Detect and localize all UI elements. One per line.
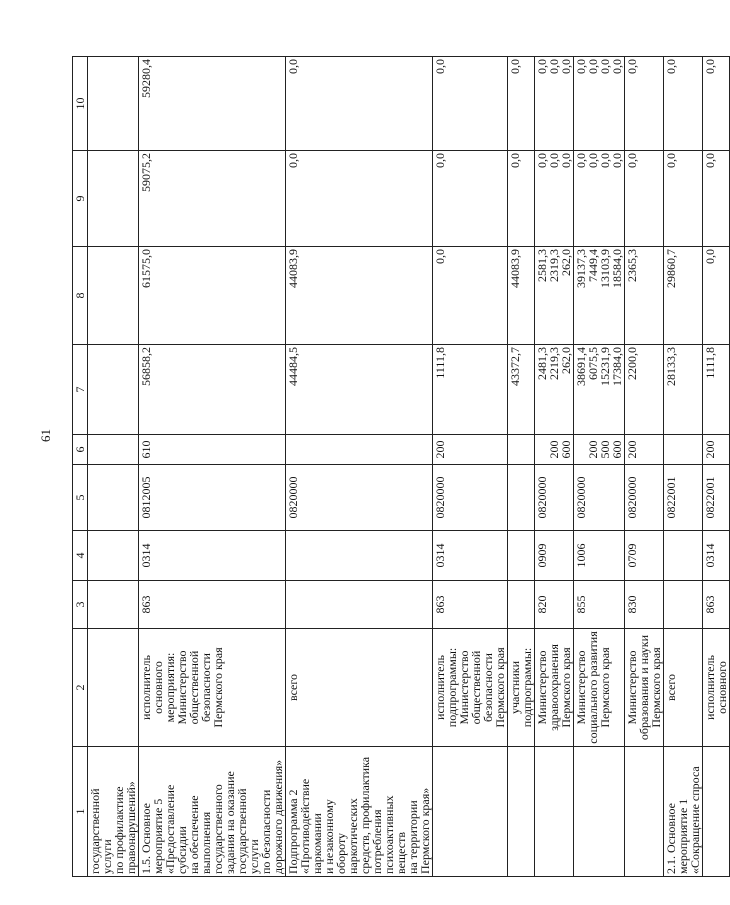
cell-line: 0,0 <box>508 59 522 74</box>
cell-col-10 <box>139 57 286 151</box>
cell-line: всего <box>664 673 678 702</box>
cell-col-8 <box>433 247 508 345</box>
cell-col-10 <box>433 57 508 151</box>
cell-col-5 <box>625 465 664 531</box>
cell-line: исполнитель <box>433 655 447 720</box>
cell-col-7 <box>88 345 139 435</box>
cell-col-4 <box>664 531 703 581</box>
cell-line: 0,0 <box>286 59 300 74</box>
cell-line: образования и науки <box>637 634 651 741</box>
cell-col-7 <box>433 345 508 435</box>
cell-line: 2200,0 <box>625 347 639 380</box>
cell-line: 6075,5 <box>586 347 600 380</box>
cell-line: 0314 <box>139 543 153 568</box>
cell-col-6 <box>574 435 625 465</box>
cell-col-1 <box>433 747 508 877</box>
cell-line: Министерство <box>625 650 639 725</box>
col-header-8: 8 <box>73 247 88 345</box>
cell-line: 44484,5 <box>286 347 300 386</box>
cell-col-10 <box>508 57 535 151</box>
cell-line: 0,0 <box>286 153 300 168</box>
cell-col-4 <box>508 531 535 581</box>
cell-line: на обеспечение <box>187 795 201 874</box>
cell-col-1 <box>139 747 286 877</box>
cell-line: общественной <box>469 650 483 725</box>
cell-line: 0820000 <box>286 476 300 519</box>
cell-line: 0,0 <box>535 153 549 168</box>
cell-line: 0,0 <box>535 59 549 74</box>
cell-col-5 <box>139 465 286 531</box>
cell-col-5 <box>286 465 433 531</box>
cell-line: 200 <box>433 440 447 459</box>
cell-col-8 <box>574 247 625 345</box>
cell-col-5 <box>664 465 703 531</box>
cell-line: Министерство <box>457 650 471 725</box>
cell-line: 200 <box>547 440 561 459</box>
cell-col-10 <box>574 57 625 151</box>
cell-line: 0,0 <box>598 153 612 168</box>
cell-line: 2319,3 <box>547 249 561 282</box>
cell-line: Пермского края <box>493 647 507 728</box>
cell-line: «Сокращение спроса <box>688 766 702 874</box>
cell-col-2 <box>88 629 139 747</box>
cell-line: 0,0 <box>559 153 573 168</box>
table-row <box>664 57 703 877</box>
cell-line: 44083,9 <box>508 249 522 288</box>
cell-col-8 <box>664 247 703 345</box>
cell-col-2 <box>286 629 433 747</box>
cell-line: на территории <box>406 800 420 874</box>
cell-col-8 <box>535 247 574 345</box>
cell-line: мероприятие 5 <box>151 798 165 874</box>
cell-line: 600 <box>610 440 624 459</box>
col-header-1: 1 <box>73 747 88 877</box>
cell-line: исполнитель <box>139 655 153 720</box>
cell-line: Пермского края <box>211 647 225 728</box>
cell-col-1 <box>574 747 625 877</box>
cell-line: 2365,3 <box>625 249 639 282</box>
cell-line: по безопасности <box>259 789 273 874</box>
cell-line: по профилактике <box>112 786 126 874</box>
cell-line: Министерство <box>175 650 189 725</box>
table-row <box>286 57 433 877</box>
cell-col-6 <box>535 435 574 465</box>
cell-line: 0,0 <box>574 59 588 74</box>
cell-col-1 <box>664 747 703 877</box>
cell-col-9 <box>535 151 574 247</box>
cell-col-6 <box>433 435 508 465</box>
cell-line: государственного <box>211 784 225 874</box>
cell-col-2 <box>664 629 703 747</box>
cell-line: «Противодействие <box>298 778 312 874</box>
header-row <box>73 57 88 877</box>
cell-col-9 <box>625 151 664 247</box>
cell-line: 0314 <box>703 543 717 568</box>
cell-line: субсидии <box>175 826 189 874</box>
col-header-6: 6 <box>73 435 88 465</box>
col-header-4: 4 <box>73 531 88 581</box>
cell-line: 15231,9 <box>598 347 612 386</box>
cell-line: 39137,3 <box>574 249 588 288</box>
cell-col-8 <box>703 247 730 345</box>
cell-line: дорожного движения» <box>271 759 285 874</box>
cell-line: 29860,7 <box>664 249 678 288</box>
cell-line: 38691,4 <box>574 347 588 386</box>
cell-col-9 <box>703 151 730 247</box>
cell-line: 0,0 <box>586 153 600 168</box>
cell-line: 820 <box>535 595 549 614</box>
cell-line: правонарушений» <box>124 781 138 874</box>
cell-col-1 <box>625 747 664 877</box>
cell-col-3 <box>574 581 625 629</box>
cell-line: 830 <box>625 595 639 614</box>
cell-col-2 <box>625 629 664 747</box>
cell-col-7 <box>625 345 664 435</box>
cell-col-6 <box>88 435 139 465</box>
col-header-5: 5 <box>73 465 88 531</box>
cell-line: Пермского края <box>598 647 612 728</box>
cell-line: 0,0 <box>703 153 717 168</box>
cell-col-3 <box>139 581 286 629</box>
cell-line: наркотических <box>346 798 360 874</box>
cell-col-9 <box>139 151 286 247</box>
cell-col-8 <box>508 247 535 345</box>
cell-line: 0,0 <box>547 153 561 168</box>
cell-col-4 <box>574 531 625 581</box>
col-header-2: 2 <box>73 629 88 747</box>
cell-line: Пермского края <box>649 647 663 728</box>
cell-line: наркомании <box>310 813 324 874</box>
cell-line: Пермского края <box>559 647 573 728</box>
cell-col-3 <box>286 581 433 629</box>
cell-line: 0,0 <box>610 153 624 168</box>
col-header-9: 9 <box>73 151 88 247</box>
cell-line: 1111,8 <box>433 347 447 379</box>
cell-col-10 <box>625 57 664 151</box>
cell-line: 56858,2 <box>139 347 153 386</box>
cell-line: подпрограммы: <box>520 647 534 728</box>
cell-line: 0820000 <box>535 476 549 519</box>
cell-line: Министерство <box>574 650 588 725</box>
cell-line: 0,0 <box>559 59 573 74</box>
cell-line: 863 <box>433 595 447 614</box>
cell-col-5 <box>535 465 574 531</box>
table-body <box>88 57 730 877</box>
cell-line: 0,0 <box>547 59 561 74</box>
cell-line: 200 <box>703 440 717 459</box>
cell-line: Министерство <box>535 650 549 725</box>
cell-line: 0,0 <box>598 59 612 74</box>
cell-line: психоактивных <box>382 795 396 874</box>
cell-col-10 <box>286 57 433 151</box>
cell-col-3 <box>508 581 535 629</box>
cell-line: 200 <box>586 440 600 459</box>
cell-line: 59075,2 <box>139 153 153 192</box>
cell-line: здравоохранения <box>547 644 561 731</box>
table-row <box>703 57 730 877</box>
cell-col-10 <box>535 57 574 151</box>
cell-line: участники <box>508 660 522 715</box>
table-row <box>535 57 574 877</box>
cell-line: выполнения <box>199 811 213 874</box>
cell-line: исполнитель <box>703 655 717 720</box>
cell-col-10 <box>664 57 703 151</box>
cell-line: веществ <box>394 831 408 874</box>
cell-col-3 <box>433 581 508 629</box>
cell-line: общественной <box>187 650 201 725</box>
cell-col-4 <box>433 531 508 581</box>
cell-line: 500 <box>598 440 612 459</box>
cell-col-10 <box>88 57 139 151</box>
cell-line: 59280,4 <box>139 59 153 98</box>
cell-col-1 <box>508 747 535 877</box>
table-row <box>625 57 664 877</box>
table-row <box>508 57 535 877</box>
cell-line: 0909 <box>535 543 549 568</box>
cell-col-6 <box>664 435 703 465</box>
cell-line: 0,0 <box>664 59 678 74</box>
cell-line: 0812005 <box>139 476 153 519</box>
cell-col-9 <box>286 151 433 247</box>
cell-line: 1006 <box>574 543 588 568</box>
cell-line: Пермского края» <box>418 787 432 874</box>
cell-col-3 <box>625 581 664 629</box>
cell-line: безопасности <box>481 653 495 722</box>
cell-line: услуги <box>247 839 261 874</box>
table-row <box>139 57 286 877</box>
cell-line: 1111,8 <box>703 347 717 379</box>
cell-line: 0709 <box>625 543 639 568</box>
table-row <box>574 57 625 877</box>
cell-col-5 <box>703 465 730 531</box>
cell-col-4 <box>286 531 433 581</box>
cell-line: 0822001 <box>664 476 678 519</box>
cell-line: мероприятия: <box>163 652 177 723</box>
cell-line: «Предоставление <box>163 784 177 874</box>
cell-line: 0,0 <box>586 59 600 74</box>
cell-col-7 <box>703 345 730 435</box>
cell-line: основного <box>151 661 165 714</box>
cell-line: 2581,3 <box>535 249 549 282</box>
cell-col-5 <box>574 465 625 531</box>
cell-col-4 <box>703 531 730 581</box>
cell-line: 610 <box>139 440 153 459</box>
cell-col-9 <box>88 151 139 247</box>
cell-line: 28133,3 <box>664 347 678 386</box>
cell-line: мероприятие 1 <box>676 798 690 874</box>
cell-col-2 <box>139 629 286 747</box>
cell-col-7 <box>535 345 574 435</box>
cell-line: Подпрограмма 2 <box>286 789 300 874</box>
cell-col-2 <box>535 629 574 747</box>
cell-line: 2.1. Основное <box>664 803 678 874</box>
cell-line: государственной <box>235 788 249 874</box>
cell-col-7 <box>664 345 703 435</box>
cell-col-2 <box>508 629 535 747</box>
cell-col-3 <box>664 581 703 629</box>
cell-line: услуги <box>100 839 114 874</box>
col-header-10: 10 <box>73 57 88 151</box>
cell-line: 2481,3 <box>535 347 549 380</box>
cell-line: 0,0 <box>574 153 588 168</box>
rotated-table-container <box>72 57 729 877</box>
cell-line: 43372,7 <box>508 347 522 386</box>
cell-col-2 <box>574 629 625 747</box>
cell-line: обороту <box>334 832 348 874</box>
cell-col-7 <box>139 345 286 435</box>
cell-col-6 <box>508 435 535 465</box>
cell-line: 0,0 <box>703 59 717 74</box>
cell-line: 863 <box>703 595 717 614</box>
cell-col-4 <box>625 531 664 581</box>
cell-line: 13103,9 <box>598 249 612 288</box>
budget-table <box>72 56 730 877</box>
cell-line: 0,0 <box>433 153 447 168</box>
cell-line: 855 <box>574 595 588 614</box>
col-header-7: 7 <box>73 345 88 435</box>
cell-line: потребления <box>370 809 384 874</box>
cell-col-4 <box>88 531 139 581</box>
cell-col-2 <box>703 629 730 747</box>
cell-col-3 <box>703 581 730 629</box>
cell-col-8 <box>625 247 664 345</box>
cell-col-9 <box>664 151 703 247</box>
table-row <box>88 57 139 877</box>
cell-col-8 <box>88 247 139 345</box>
cell-col-4 <box>139 531 286 581</box>
cell-line: 17384,0 <box>610 347 624 386</box>
cell-col-1 <box>703 747 730 877</box>
cell-line: 863 <box>139 595 153 614</box>
cell-col-3 <box>88 581 139 629</box>
cell-line: 18584,0 <box>610 249 624 288</box>
cell-line: 262,0 <box>559 249 573 276</box>
cell-col-5 <box>508 465 535 531</box>
cell-line: 0,0 <box>625 59 639 74</box>
cell-line: 0820000 <box>574 476 588 519</box>
cell-col-5 <box>433 465 508 531</box>
cell-col-3 <box>535 581 574 629</box>
cell-col-6 <box>286 435 433 465</box>
cell-line: и незаконному <box>322 799 336 874</box>
cell-col-8 <box>286 247 433 345</box>
cell-line: социального развития <box>586 631 600 744</box>
cell-line: 0,0 <box>664 153 678 168</box>
cell-line: 200 <box>625 440 639 459</box>
cell-line: 44083,9 <box>286 249 300 288</box>
cell-col-10 <box>703 57 730 151</box>
cell-line: средств, профилактика <box>358 756 372 874</box>
cell-line: 1.5. Основное <box>139 803 153 874</box>
cell-col-1 <box>286 747 433 877</box>
cell-line: задания на оказание <box>223 771 237 874</box>
cell-line: 0820000 <box>625 476 639 519</box>
cell-line: 0314 <box>433 543 447 568</box>
cell-col-6 <box>703 435 730 465</box>
cell-line: 0820000 <box>433 476 447 519</box>
cell-line: 61575,0 <box>139 249 153 288</box>
col-header-3: 3 <box>73 581 88 629</box>
cell-line: 600 <box>559 440 573 459</box>
cell-line: 7449,4 <box>586 249 600 282</box>
cell-col-7 <box>508 345 535 435</box>
cell-line: 2219,3 <box>547 347 561 380</box>
cell-col-6 <box>625 435 664 465</box>
cell-col-1 <box>535 747 574 877</box>
cell-line: 0,0 <box>433 249 447 264</box>
cell-line: всего <box>286 673 300 702</box>
cell-line: государственной <box>88 788 102 874</box>
cell-col-2 <box>433 629 508 747</box>
cell-col-5 <box>88 465 139 531</box>
cell-line: 0,0 <box>703 249 717 264</box>
cell-col-9 <box>433 151 508 247</box>
cell-col-7 <box>574 345 625 435</box>
cell-col-9 <box>508 151 535 247</box>
cell-line: 262,0 <box>559 347 573 374</box>
cell-col-1 <box>88 747 139 877</box>
cell-line: 0822001 <box>703 476 717 519</box>
cell-col-6 <box>139 435 286 465</box>
cell-col-4 <box>535 531 574 581</box>
cell-col-9 <box>574 151 625 247</box>
cell-col-8 <box>139 247 286 345</box>
cell-line: 0,0 <box>625 153 639 168</box>
cell-line: основного <box>715 661 729 714</box>
cell-line: 0,0 <box>508 153 522 168</box>
table-row <box>433 57 508 877</box>
page-number: 61 <box>38 429 53 442</box>
cell-line: 0,0 <box>433 59 447 74</box>
cell-col-7 <box>286 345 433 435</box>
cell-line: безопасности <box>199 653 213 722</box>
cell-line: подпрограммы: <box>445 647 459 728</box>
cell-line: 0,0 <box>610 59 624 74</box>
